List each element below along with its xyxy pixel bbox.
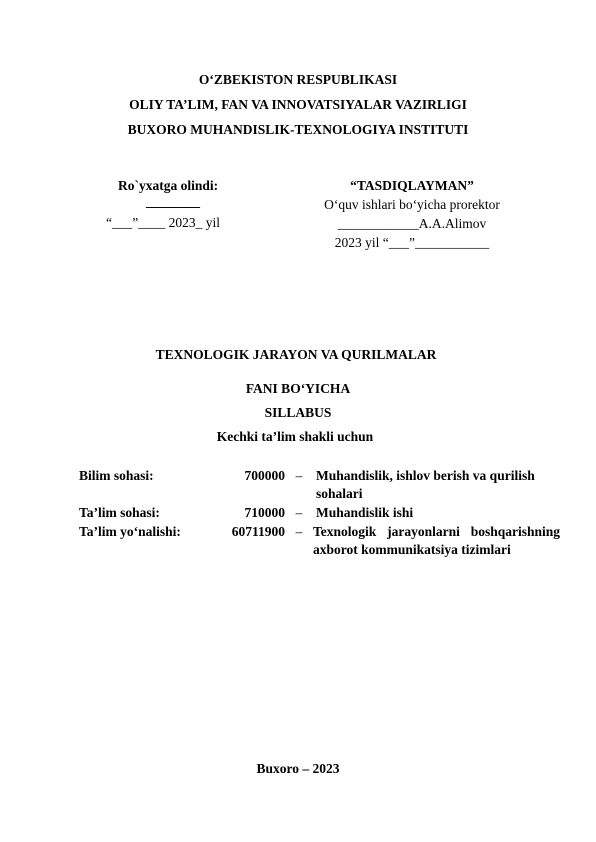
info-row-knowledge-area xyxy=(79,467,560,504)
approval-signature: ____________A.A.Alimov xyxy=(337,216,487,231)
info-value-text: Muhandislik ishi xyxy=(316,505,414,520)
registered-title: Ro`yxatga olindi: xyxy=(118,178,219,193)
study-form: Kechki ta’lim shakli uchun xyxy=(216,429,374,444)
header-ministry: OLIY TA’LIM, FAN VA INNOVATSIYALAR VAZIRLIGI xyxy=(129,97,467,112)
footer-place-year: Buxoro – 2023 xyxy=(256,761,340,776)
approval-position: O‘quv ishlari bo‘yicha prorektor xyxy=(324,197,500,212)
subject-subtitle: FANI BO‘YICHA xyxy=(245,381,351,396)
info-dash: – xyxy=(295,524,303,539)
field-info-table xyxy=(79,467,560,560)
info-value xyxy=(313,504,560,523)
info-row-education-direction xyxy=(79,523,560,560)
registered-blank: ________ xyxy=(146,194,200,209)
info-row-education-area xyxy=(79,504,560,523)
info-code: 710000 xyxy=(244,505,285,520)
registered-date: “___”____ 2023_ yil xyxy=(106,215,220,230)
info-dash: – xyxy=(295,468,303,483)
header-republic: O‘ZBEKISTON RESPUBLIKASI xyxy=(198,72,398,87)
subject-title: TEXNOLOGIK JARAYON VA QURILMALAR xyxy=(155,347,437,362)
info-value-text: Muhandislik, ishlov berish va qurilish sohalari xyxy=(316,468,535,501)
info-value xyxy=(313,467,560,504)
document-type: SILLABUS xyxy=(264,405,332,420)
info-value: Texnologik jarayonlarni boshqarishning axborot kommunikatsiya tizimlari xyxy=(313,524,560,557)
info-label: Bilim sohasi: xyxy=(79,468,154,483)
info-label: Ta’lim sohasi: xyxy=(79,505,160,520)
info-dash: – xyxy=(295,505,303,520)
header-institute: BUXORO MUHANDISLIK-TEXNOLOGIYA INSTITUTI xyxy=(127,122,469,137)
info-code: 60711900 xyxy=(231,524,285,539)
approval-title: “TASDIQLAYMAN” xyxy=(350,178,474,193)
approval-date: 2023 yil “___”___________ xyxy=(334,235,490,250)
info-label: Ta’lim yo‘nalishi: xyxy=(79,524,181,539)
info-code: 700000 xyxy=(244,468,285,483)
